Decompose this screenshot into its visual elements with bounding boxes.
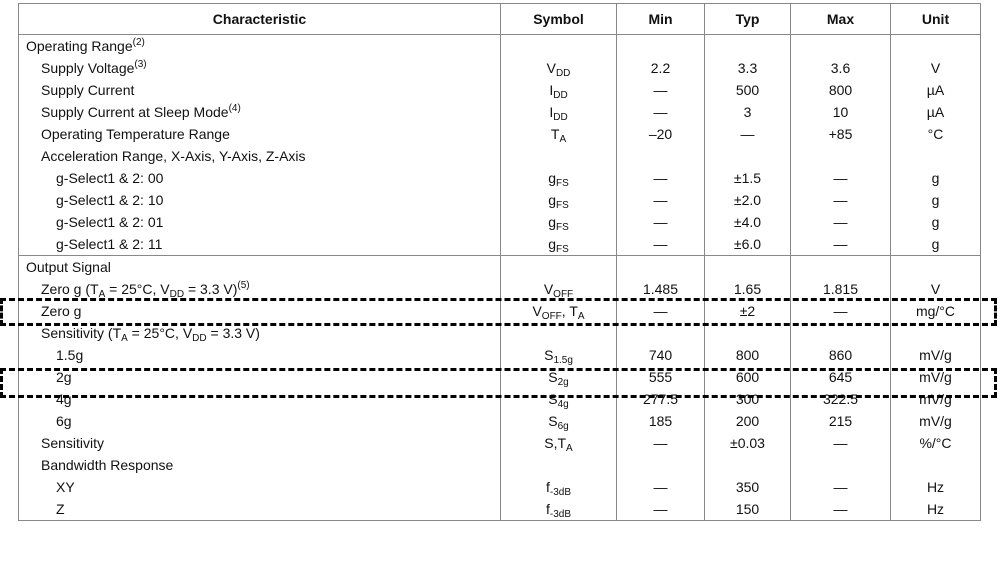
max-cell <box>791 454 891 476</box>
symbol-cell <box>501 145 617 167</box>
min-cell: — <box>617 101 705 123</box>
max-cell: — <box>791 189 891 211</box>
max-cell <box>791 145 891 167</box>
symbol-subscript: 2g <box>557 377 569 388</box>
table-row <box>19 432 981 454</box>
symbol-cell <box>501 388 617 410</box>
symbol-subscript: 4g <box>557 399 569 410</box>
min-cell: 277.5 <box>617 388 705 410</box>
table-row <box>19 344 981 366</box>
characteristic-text: = 25°C, V <box>105 281 170 297</box>
max-cell: 800 <box>791 79 891 101</box>
characteristic-subscript: DD <box>192 333 207 344</box>
symbol-subscript: FS <box>556 244 569 255</box>
characteristic-text: 4g <box>56 391 72 407</box>
max-cell: — <box>791 476 891 498</box>
characteristic-cell <box>19 145 501 167</box>
max-cell: — <box>791 233 891 256</box>
symbol-cell <box>501 35 617 58</box>
max-cell <box>791 322 891 344</box>
symbol-subscript: A <box>577 311 585 322</box>
characteristic-cell <box>19 454 501 476</box>
characteristic-cell <box>19 300 501 322</box>
table-row <box>19 300 981 322</box>
max-cell: 3.6 <box>791 57 891 79</box>
characteristic-text: Z <box>56 501 65 517</box>
symbol-text: V <box>543 281 554 297</box>
characteristic-cell <box>19 79 501 101</box>
table-row <box>19 211 981 233</box>
unit-cell: mg/°C <box>891 300 981 322</box>
table-row <box>19 79 981 101</box>
typ-cell <box>705 322 791 344</box>
characteristic-cell <box>19 344 501 366</box>
characteristic-subscript: A <box>98 289 106 300</box>
symbol-text: g <box>548 236 556 252</box>
unit-cell <box>891 322 981 344</box>
symbol-subscript: FS <box>556 178 569 189</box>
symbol-subscript: FS <box>556 222 569 233</box>
symbol-subscript: DD <box>553 112 568 123</box>
typ-cell: 150 <box>705 498 791 521</box>
unit-cell: µA <box>891 101 981 123</box>
max-cell: 645 <box>791 366 891 388</box>
characteristic-text: g-Select1 & 2: 10 <box>56 192 164 208</box>
table-row <box>19 454 981 476</box>
characteristic-cell <box>19 432 501 454</box>
table-row <box>19 278 981 300</box>
characteristic-cell <box>19 256 501 279</box>
header-unit: Unit <box>891 4 981 35</box>
symbol-text: f <box>545 479 550 495</box>
table-row <box>19 145 981 167</box>
max-cell <box>791 35 891 58</box>
symbol-text: I <box>549 104 554 120</box>
table-body <box>19 35 981 521</box>
characteristic-text: Zero g <box>41 303 82 319</box>
symbol-cell <box>501 366 617 388</box>
max-cell: 1.815 <box>791 278 891 300</box>
symbol-text: S <box>548 369 558 385</box>
characteristic-cell <box>19 123 501 145</box>
characteristic-text: g-Select1 & 2: 00 <box>56 170 164 186</box>
typ-cell: ±1.5 <box>705 167 791 189</box>
typ-cell <box>705 256 791 279</box>
unit-cell: mV/g <box>891 366 981 388</box>
max-cell: — <box>791 300 891 322</box>
characteristic-text: 6g <box>56 413 72 429</box>
characteristic-text: Operating Range <box>26 38 133 54</box>
unit-cell <box>891 35 981 58</box>
characteristic-text: = 3.3 V) <box>184 281 238 297</box>
max-cell: 322.5 <box>791 388 891 410</box>
symbol-subscript: OFF <box>553 289 574 300</box>
symbol-cell <box>501 256 617 279</box>
table-row <box>19 366 981 388</box>
max-cell: +85 <box>791 123 891 145</box>
symbol-subscript: -3dB <box>549 487 571 498</box>
unit-cell <box>891 256 981 279</box>
typ-cell <box>705 35 791 58</box>
symbol-cell <box>501 167 617 189</box>
symbol-cell <box>501 189 617 211</box>
min-cell: 2.2 <box>617 57 705 79</box>
min-cell: — <box>617 476 705 498</box>
characteristic-cell <box>19 366 501 388</box>
header-symbol: Symbol <box>501 4 617 35</box>
table-row <box>19 167 981 189</box>
min-cell: — <box>617 300 705 322</box>
symbol-text: S <box>548 413 558 429</box>
characteristic-text: Sensitivity <box>41 435 105 451</box>
unit-cell: g <box>891 211 981 233</box>
symbol-text: g <box>548 170 556 186</box>
symbol-cell <box>501 322 617 344</box>
characteristic-cell <box>19 233 501 256</box>
characteristic-text: Supply Current <box>41 82 135 98</box>
characteristic-text: Operating Temperature Range <box>41 126 230 142</box>
footnote-ref: (3) <box>134 59 147 70</box>
characteristic-cell <box>19 35 501 58</box>
unit-cell: %/°C <box>891 432 981 454</box>
symbol-subscript: -3dB <box>549 509 571 520</box>
symbol-cell <box>501 454 617 476</box>
symbol-text: g <box>548 214 556 230</box>
min-cell: 555 <box>617 366 705 388</box>
typ-cell: 1.65 <box>705 278 791 300</box>
characteristic-subscript: DD <box>169 289 185 300</box>
symbol-subscript: 1.5g <box>553 355 573 366</box>
characteristic-cell <box>19 189 501 211</box>
characteristic-text: g-Select1 & 2: 11 <box>56 236 163 252</box>
unit-cell: µA <box>891 79 981 101</box>
max-cell: — <box>791 432 891 454</box>
unit-cell: mV/g <box>891 388 981 410</box>
max-cell: — <box>791 211 891 233</box>
unit-cell: °C <box>891 123 981 145</box>
min-cell <box>617 454 705 476</box>
min-cell <box>617 256 705 279</box>
table-row <box>19 35 981 58</box>
min-cell: 740 <box>617 344 705 366</box>
symbol-text: f <box>545 501 550 517</box>
typ-cell: 800 <box>705 344 791 366</box>
typ-cell: 200 <box>705 410 791 432</box>
table-row <box>19 476 981 498</box>
characteristic-text: = 25°C, V <box>127 325 193 341</box>
symbol-cell <box>501 344 617 366</box>
symbol-text: I <box>549 82 554 98</box>
typ-cell <box>705 145 791 167</box>
min-cell: –20 <box>617 123 705 145</box>
symbol-cell <box>501 300 617 322</box>
min-cell: — <box>617 211 705 233</box>
typ-cell: 600 <box>705 366 791 388</box>
min-cell <box>617 145 705 167</box>
symbol-cell <box>501 498 617 521</box>
typ-cell <box>705 454 791 476</box>
unit-cell: Hz <box>891 476 981 498</box>
max-cell: 215 <box>791 410 891 432</box>
typ-cell: 500 <box>705 79 791 101</box>
unit-cell: V <box>891 57 981 79</box>
table-row <box>19 189 981 211</box>
typ-cell: 350 <box>705 476 791 498</box>
typ-cell: ±0.03 <box>705 432 791 454</box>
max-cell: 10 <box>791 101 891 123</box>
unit-cell: g <box>891 167 981 189</box>
symbol-subscript: 6g <box>557 421 569 432</box>
symbol-cell <box>501 57 617 79</box>
characteristic-cell <box>19 167 501 189</box>
symbol-cell <box>501 211 617 233</box>
typ-cell: 300 <box>705 388 791 410</box>
symbol-cell <box>501 476 617 498</box>
symbol-cell <box>501 233 617 256</box>
symbol-cell <box>501 101 617 123</box>
characteristic-text: Acceleration Range, X-Axis, Y-Axis, Z-Axis <box>41 148 306 164</box>
characteristic-cell <box>19 278 501 300</box>
min-cell <box>617 322 705 344</box>
characteristic-cell <box>19 57 501 79</box>
symbol-subscript: A <box>566 443 573 454</box>
characteristic-cell <box>19 101 501 123</box>
characteristic-text: Zero g (T <box>41 281 99 297</box>
table-row <box>19 123 981 145</box>
characteristic-text: Output Signal <box>26 259 111 275</box>
table-row <box>19 101 981 123</box>
min-cell <box>617 35 705 58</box>
unit-cell: mV/g <box>891 410 981 432</box>
table-row <box>19 388 981 410</box>
typ-cell: — <box>705 123 791 145</box>
characteristic-text: Supply Current at Sleep Mode <box>41 104 229 120</box>
table-row <box>19 256 981 279</box>
symbol-text: S,T <box>544 435 567 451</box>
min-cell: 185 <box>617 410 705 432</box>
unit-cell <box>891 454 981 476</box>
characteristic-text: 1.5g <box>56 347 84 363</box>
symbol-text: V <box>532 303 542 319</box>
unit-cell: mV/g <box>891 344 981 366</box>
symbol-subscript: OFF <box>541 311 562 322</box>
unit-cell <box>891 145 981 167</box>
characteristic-text: g-Select1 & 2: 01 <box>56 214 164 230</box>
characteristic-text: Supply Voltage <box>41 60 135 76</box>
table-row <box>19 322 981 344</box>
table-row <box>19 410 981 432</box>
min-cell: 1.485 <box>617 278 705 300</box>
unit-cell: g <box>891 189 981 211</box>
min-cell: — <box>617 189 705 211</box>
symbol-cell <box>501 123 617 145</box>
characteristic-text: XY <box>56 479 75 495</box>
min-cell: — <box>617 79 705 101</box>
characteristic-cell <box>19 498 501 521</box>
min-cell: — <box>617 498 705 521</box>
symbol-cell <box>501 278 617 300</box>
symbol-text: S <box>544 347 554 363</box>
min-cell: — <box>617 233 705 256</box>
typ-cell: ±6.0 <box>705 233 791 256</box>
max-cell: — <box>791 498 891 521</box>
table-row <box>19 498 981 521</box>
characteristic-cell <box>19 476 501 498</box>
symbol-subscript: DD <box>553 90 568 101</box>
max-cell: — <box>791 167 891 189</box>
characteristic-text: 2g <box>56 369 72 385</box>
characteristic-cell <box>19 388 501 410</box>
characteristic-cell <box>19 322 501 344</box>
header-characteristic: Characteristic <box>19 4 501 35</box>
symbol-text: V <box>546 60 556 76</box>
table-row <box>19 57 981 79</box>
typ-cell: 3 <box>705 101 791 123</box>
unit-cell: g <box>891 233 981 256</box>
header-row <box>19 4 981 35</box>
symbol-subscript: A <box>559 134 567 145</box>
unit-cell: Hz <box>891 498 981 521</box>
characteristic-text: = 3.3 V) <box>206 325 260 341</box>
header-typ: Typ <box>705 4 791 35</box>
typ-cell: ±4.0 <box>705 211 791 233</box>
characteristic-subscript: A <box>121 333 128 344</box>
specifications-table <box>18 3 981 521</box>
characteristic-cell <box>19 211 501 233</box>
symbol-cell <box>501 432 617 454</box>
typ-cell: ±2.0 <box>705 189 791 211</box>
table-row <box>19 233 981 256</box>
typ-cell: 3.3 <box>705 57 791 79</box>
symbol-text: S <box>548 391 558 407</box>
symbol-subscript: DD <box>555 68 571 79</box>
footnote-ref: (4) <box>228 103 241 114</box>
max-cell: 860 <box>791 344 891 366</box>
footnote-ref: (2) <box>132 37 145 48</box>
footnote-ref: (5) <box>237 280 250 291</box>
header-min: Min <box>617 4 705 35</box>
characteristic-cell <box>19 410 501 432</box>
max-cell <box>791 256 891 279</box>
symbol-cell <box>501 410 617 432</box>
symbol-text: T <box>550 126 560 142</box>
symbol-text: , T <box>561 303 578 319</box>
unit-cell: V <box>891 278 981 300</box>
typ-cell: ±2 <box>705 300 791 322</box>
min-cell: — <box>617 167 705 189</box>
characteristic-text: Bandwidth Response <box>41 457 174 473</box>
symbol-subscript: FS <box>556 200 569 211</box>
header-max: Max <box>791 4 891 35</box>
characteristic-text: Sensitivity (T <box>41 325 122 341</box>
min-cell: — <box>617 432 705 454</box>
symbol-text: g <box>548 192 556 208</box>
symbol-cell <box>501 79 617 101</box>
